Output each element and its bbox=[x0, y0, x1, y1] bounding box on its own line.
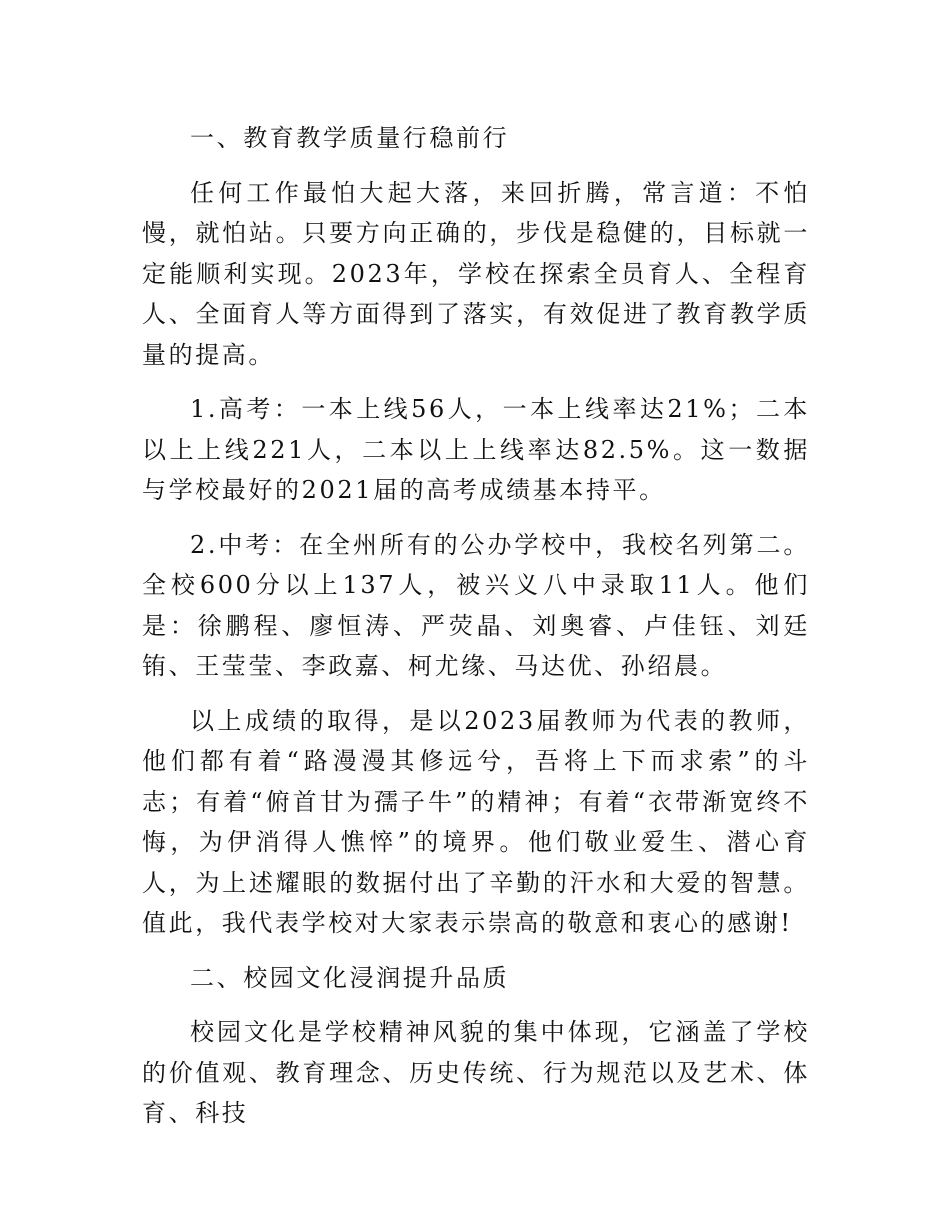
gaokao-paragraph: 1.高考：一本上线56人，一本上线率达21%；二本以上上线221人，二本以上上线率达82.5%。这一数据与学校最好的2021届的高考成绩基本持平。 bbox=[142, 395, 810, 504]
section-heading-2: 二、校园文化浸润提升品质 bbox=[190, 963, 510, 992]
intro-paragraph: 任何工作最怕大起大落，来回折腾，常言道：不怕慢，就怕站。只要方向正确的，步伐是稳健的，目标就一定能顺利实现。2023年，学校在探索全员育人、全程育人、全面育人等方面得到了落实，有效促进了教育教学质量的提高。 bbox=[142, 178, 810, 369]
teachers-paragraph: 以上成绩的取得，是以2023届教师为代表的教师，他们都有着“路漫漫其修远兮，吾将上下而求索”的斗志；有着“俯首甘为孺子牛”的精神；有着“衣带渐宽终不悔，为伊消得人憔悴”的境界。他们敬业爱生、潜心育人，为上述耀眼的数据付出了辛勤的汗水和大爱的智慧。值此，我代表学校对大家表示崇高的敬意和衷心的感谢! bbox=[142, 706, 810, 937]
culture-paragraph: 校园文化是学校精神风貌的集中体现，它涵盖了学校的价值观、教育理念、历史传统、行为规范以及艺术、体育、科技 bbox=[142, 1018, 810, 1127]
document-page bbox=[142, 118, 810, 1148]
zhongkao-paragraph: 2.中考：在全州所有的公办学校中，我校名列第二。全校600分以上137人，被兴义八中录取11人。他们是：徐鹏程、廖恒涛、严荧晶、刘奥睿、卢佳钰、刘廷铕、王莹莹、李政嘉、柯尤缘、马达优、孙绍晨。 bbox=[142, 530, 810, 680]
section-heading-1: 一、教育教学质量行稳前行 bbox=[190, 124, 510, 152]
